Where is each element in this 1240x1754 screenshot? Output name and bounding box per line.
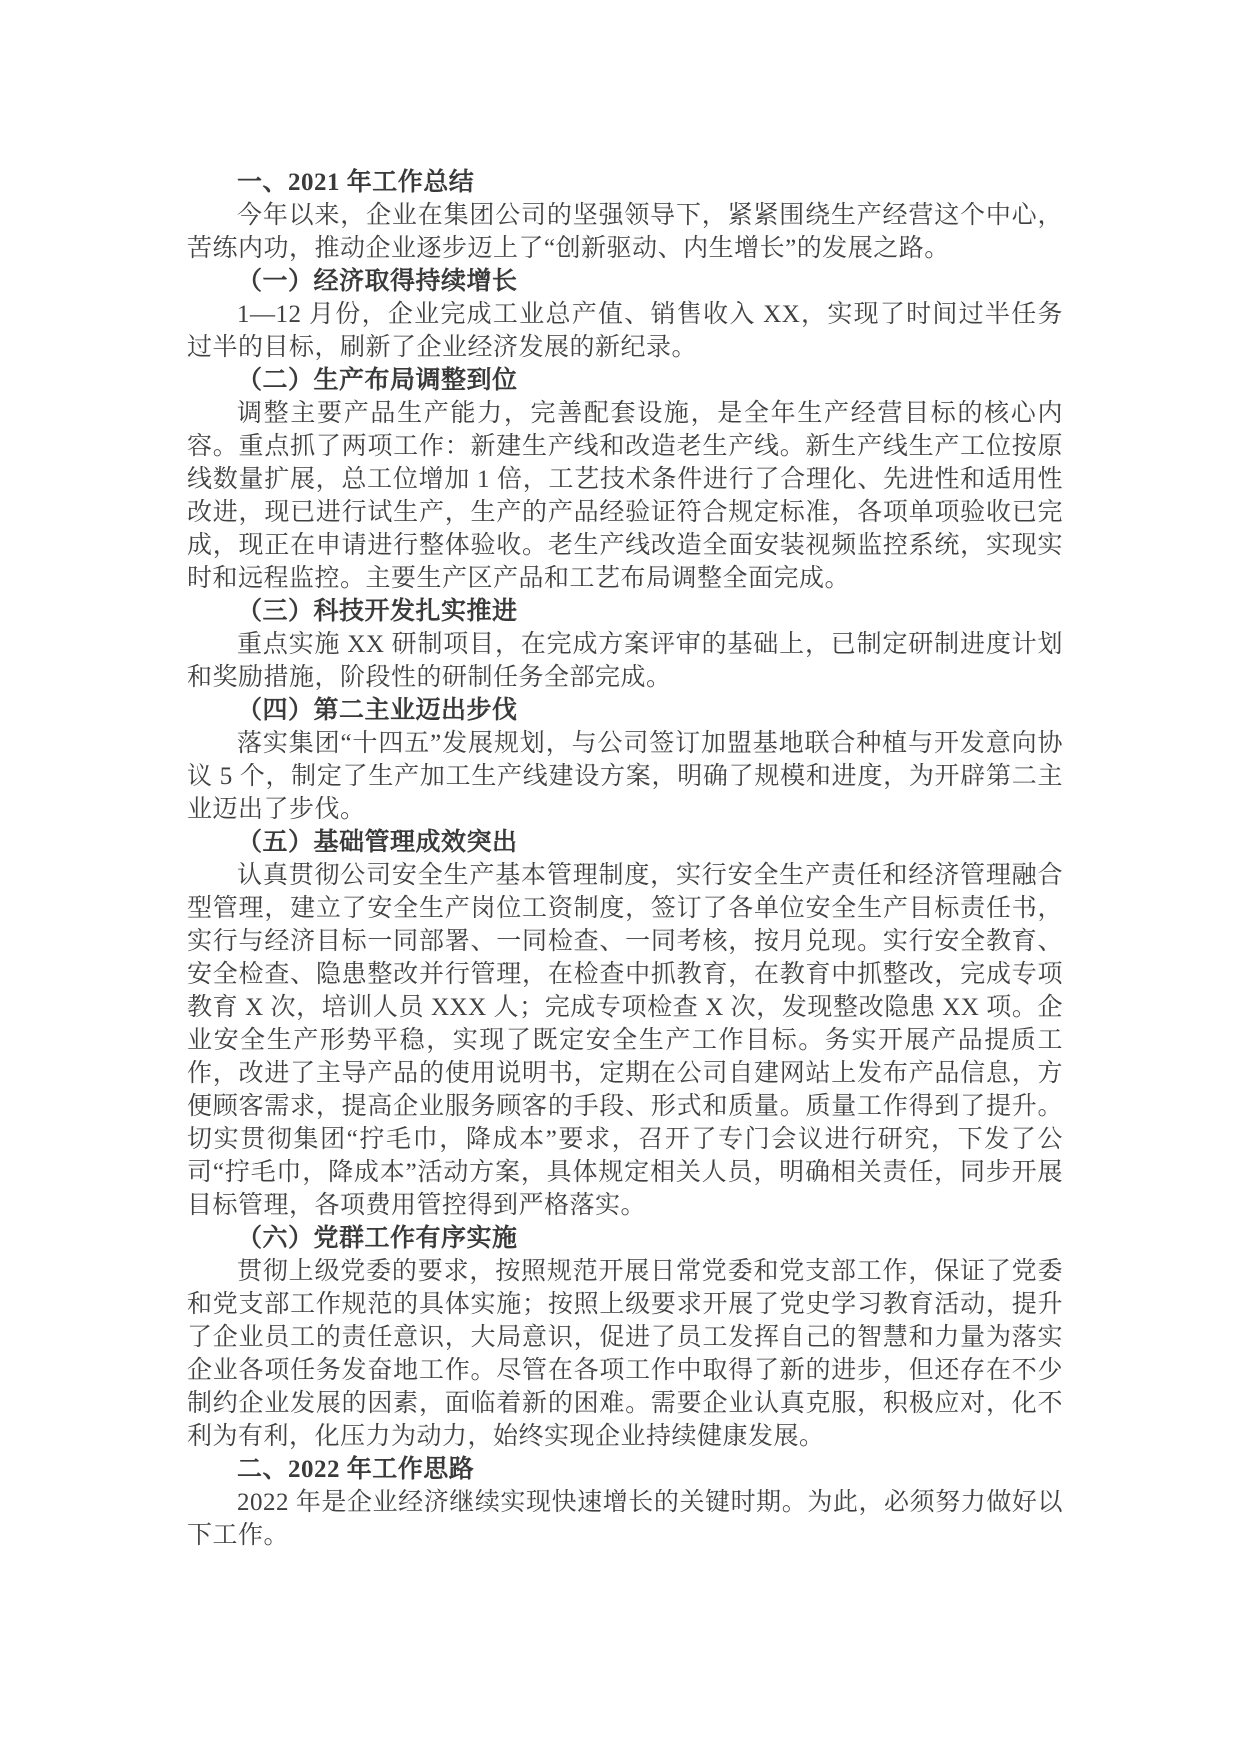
section-heading: 一、2021 年工作总结 xyxy=(237,169,475,196)
body-paragraph: 重点实施 XX 研制项目，在完成方案评审的基础上，已制定研制进度计划和奖励措施，阶段性的研制任务全部完成。 xyxy=(187,631,1063,691)
section-heading: （六）党群工作有序实施 xyxy=(237,1225,518,1252)
body-paragraph: 2022 年是企业经济继续实现快速增长的关键时期。为此，必须努力做好以下工作。 xyxy=(187,1489,1063,1549)
section-heading: （三）科技开发扎实推进 xyxy=(237,598,518,625)
document-content xyxy=(187,166,1063,1552)
section-heading: （四）第二主业迈出步伐 xyxy=(237,697,518,724)
body-paragraph: 1—12 月份，企业完成工业总产值、销售收入 XX，实现了时间过半任务过半的目标，刷新了企业经济发展的新纪录。 xyxy=(187,301,1063,361)
body-paragraph: 落实集团“十四五”发展规划，与公司签订加盟基地联合种植与开发意向协议 5 个，制定了生产加工生产线建设方案，明确了规模和进度，为开辟第二主业迈出了步伐。 xyxy=(187,730,1063,823)
section-heading: （二）生产布局调整到位 xyxy=(237,367,518,394)
section-heading: 二、2022 年工作思路 xyxy=(237,1456,475,1483)
body-paragraph: 贯彻上级党委的要求，按照规范开展日常党委和党支部工作，保证了党委和党支部工作规范的具体实施；按照上级要求开展了党史学习教育活动，提升了企业员工的责任意识，大局意识，促进了员工发挥自己的智慧和力量为落实企业各项任务发奋地工作。尽管在各项工作中取得了新的进步，但还存在不少制约企业发展的因素，面临着新的困难。需要企业认真克服，积极应对，化不利为有利，化压力为动力，始终实现企业持续健康发展。 xyxy=(187,1258,1063,1450)
section-heading: （一）经济取得持续增长 xyxy=(237,268,518,295)
section-heading: （五）基础管理成效突出 xyxy=(237,829,518,856)
body-paragraph: 调整主要产品生产能力，完善配套设施，是全年生产经营目标的核心内容。重点抓了两项工作：新建生产线和改造老生产线。新生产线生产工位按原线数量扩展，总工位增加 1 倍，工艺技术条件进行了合理化、先进性和适用性改进，现已进行试生产，生产的产品经验证符合规定标准，各项单项验收已完成，现正在申请进行整体验收。老生产线改造全面安装视频监控系统，实现实时和远程监控。主要生产区产品和工艺布局调整全面完成。 xyxy=(187,400,1063,592)
body-paragraph: 认真贯彻公司安全生产基本管理制度，实行安全生产责任和经济管理融合型管理，建立了安全生产岗位工资制度，签订了各单位安全生产目标责任书，实行与经济目标一同部署、一同检查、一同考核，按月兑现。实行安全教育、安全检查、隐患整改并行管理，在检查中抓教育，在教育中抓整改，完成专项教育 X 次，培训人员 XXX 人；完成专项检查 X 次，发现整改隐患 XX 项。企业安全生产形势平稳，实现了既定安全生产工作目标。务实开展产品提质工作，改进了主导产品的使用说明书，定期在公司自建网站上发布产品信息，方便顾客需求，提高企业服务顾客的手段、形式和质量。质量工作得到了提升。切实贯彻集团“拧毛巾，降成本”要求，召开了专门会议进行研究，下发了公司“拧毛巾，降成本”活动方案，具体规定相关人员，明确相关责任，同步开展目标管理，各项费用管控得到严格落实。 xyxy=(187,862,1063,1219)
body-paragraph: 今年以来，企业在集团公司的坚强领导下，紧紧围绕生产经营这个中心，苦练内功，推动企业逐步迈上了“创新驱动、内生增长”的发展之路。 xyxy=(187,202,1063,262)
